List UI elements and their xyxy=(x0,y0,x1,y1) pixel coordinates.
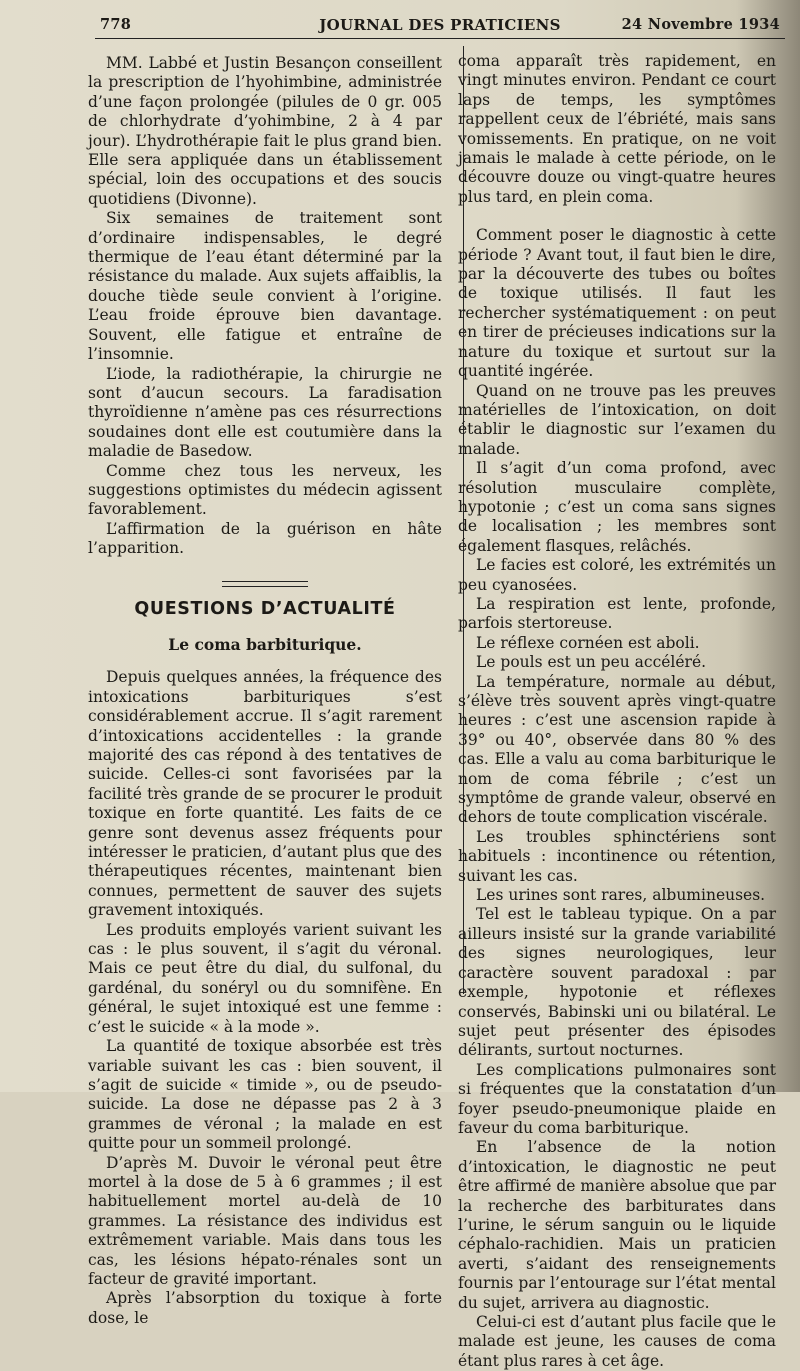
paragraph: Tel est le tableau typique. On a par ailleurs insisté sur la grande variabilité des signes neurologiques, leur caractère souvent paradoxal : par exemple, hypotonie et réflexes conservés, Babinski uni ou bilatéral. Le sujet peut présenter des épisodes délirants, surtout nocturnes. xyxy=(458,905,776,1060)
paragraph: Il s’agit d’un coma profond, avec résolution musculaire complète, hypotonie ; c’est un coma sans signes de localisation ; les membres sont également flasques, relâchés. xyxy=(458,459,776,555)
journal-title: JOURNAL DES PRATICIENS xyxy=(319,16,561,34)
paragraph: Le pouls est un peu accéléré. xyxy=(476,653,707,672)
paragraph: Les complications pulmonaires sont si fréquentes que la constatation d’un foyer pseudo-pneumonique plaide en faveur du coma barbiturique. xyxy=(458,1060,776,1137)
paragraph: Quand on ne trouve pas les preuves matérielles de l’intoxication, on doit établir le diagnostic sur l’examen du malade. xyxy=(458,381,776,458)
paragraph: Comme chez tous les nerveux, les suggestions optimistes du médecin agissent favorablement. xyxy=(88,461,442,519)
paragraph: Six semaines de traitement sont d’ordinaire indispensables, le degré thermique de l’eau étant déterminé par la résistance du malade. Aux sujets affaiblis, la douche tiède seule convient à l’origine. L’eau froide éprouve bien davantage. Souvent, elle fatigue et entraîne de l’insomnie. xyxy=(88,209,442,364)
paragraph: Les produits employés varient suivant les cas : le plus souvent, il s’agit du véronal. Mais ce peut être du dial, du sulfonal, du gardénal, du sonéryl ou du somnifène. En général, le sujet intoxiqué est une femme : c’est le suicide « à la mode ». xyxy=(88,920,442,1036)
paragraph: Comment poser le diagnostic à cette période ? Avant tout, il faut bien le dire, par la découverte des tubes ou boîtes de toxique utilisés. Il faut les rechercher systématiquement : on peut en tirer de précieuses indications sur la nature du toxique et surtout sur la quantité ingérée. xyxy=(458,226,776,381)
paragraph: Celui-ci est d’autant plus facile que le malade est jeune, les causes de coma étant plus rares à cet âge. xyxy=(458,1313,776,1370)
paragraph: La respiration est lente, profonde, parfois stertoreuse. xyxy=(458,594,776,633)
paragraph: L’iode, la radiothérapie, la chirurgie ne sont d’aucun secours. La faradisation thyroïdienne n’amène pas ces résurrections soudaines dont elle est coutumière dans la maladie de Basedow. xyxy=(88,364,442,461)
paragraph: D’après M. Duvoir le véronal peut être mortel à la dose de 5 à 6 grammes ; il est habituellement mortel au-delà de 10 grammes. La résistance des individus est extrêmement variable. Mais dans tous les cas, les lésions hépato-rénales sont un facteur de gravité important. xyxy=(88,1153,442,1288)
article-title: Le coma barbiturique. xyxy=(168,634,362,654)
section-title: QUESTIONS D’ACTUALITÉ xyxy=(134,598,396,619)
paragraph: Les troubles sphinctériens sont habituels : incontinence ou rétention, suivant les cas. xyxy=(458,827,776,885)
paragraph: Les urines sont rares, albumineuses. xyxy=(476,886,766,905)
paragraph: La température, normale au début, s’élève très souvent après vingt-quatre heures : c’est une ascension rapide à 39° ou 40°, observée dans 80 % des cas. Elle a valu au coma barbiturique le nom de coma fébrile ; c’est un symptôme de grande valeur, observé en dehors de toute complication viscérale. xyxy=(458,672,776,827)
paragraph: En l’absence de la notion d’intoxication, le diagnostic ne peut être affirmé de manière absolue que par la recherche des barbiturates dans l’urine, le sérum sanguin ou le liquide céphalo-rachidien. Mais un praticien averti, s’aidant des renseignements fournis par l’entourage sur l’état mental du sujet, arrivera au diagnostic. xyxy=(458,1138,776,1312)
paragraph: coma apparaît très rapidement, en vingt minutes environ. Pendant ce court laps de temps, les symptômes rappellent ceux de l’ébriété, mais sans vomissements. En pratique, on ne voit jamais le malade à cette période, on le découvre douze ou vingt-quatre heures plus tard, en plein coma. xyxy=(458,52,776,206)
paragraph: Depuis quelques années, la fréquence des intoxications barbituriques s’est considérablement accrue. Il s’agit rarement d’intoxications accidentelles : la grande majorité des cas répond à des tentatives de suicide. Celles-ci sont favorisées par la facilité très grande de se procurer le produit toxique en forte quantité. Les faits de ce genre sont devenus assez fréquents pour intéresser le praticien, d’autant plus que des thérapeutiques récentes, maintenant bien connues, permettent de sauver des sujets gravement intoxiqués. xyxy=(88,668,442,920)
header-rule xyxy=(95,38,785,39)
left-column xyxy=(88,54,442,1328)
paragraph: MM. Labbé et Justin Besançon conseillent la prescription de l’hyohimbine, administrée d’une façon prolongée (pilules de 0 gr. 005 de chlorhydrate d’yohimbine, 2 à 4 par jour). L’hydrothérapie fait le plus grand bien. Elle sera appliquée dans un établissement spécial, loin des occupations et des soucis quotidiens (Divonne). xyxy=(88,54,442,208)
right-column xyxy=(458,52,776,1371)
paragraph: Le facies est coloré, les extrémités un peu cyanosées. xyxy=(458,556,776,594)
paragraph: La quantité de toxique absorbée est très variable suivant les cas : bien souvent, il s’agit de suicide « timide », ou de pseudo-suicide. La dose ne dépasse pas 2 à 3 grammes de véronal ; la malade en est quitte pour un sommeil prolongé. xyxy=(88,1037,442,1153)
paragraph: Après l’absorption du toxique à forte dose, le xyxy=(88,1289,442,1327)
paragraph: Le réflexe cornéen est aboli. xyxy=(476,633,700,652)
paragraph: L’affirmation de la guérison en hâte l’apparition. xyxy=(88,519,442,558)
section-rule xyxy=(222,581,308,587)
page-number: 778 xyxy=(100,16,132,33)
issue-date: 24 Novembre 1934 xyxy=(621,16,780,33)
running-header xyxy=(100,12,780,38)
paragraph-gap xyxy=(458,207,776,226)
